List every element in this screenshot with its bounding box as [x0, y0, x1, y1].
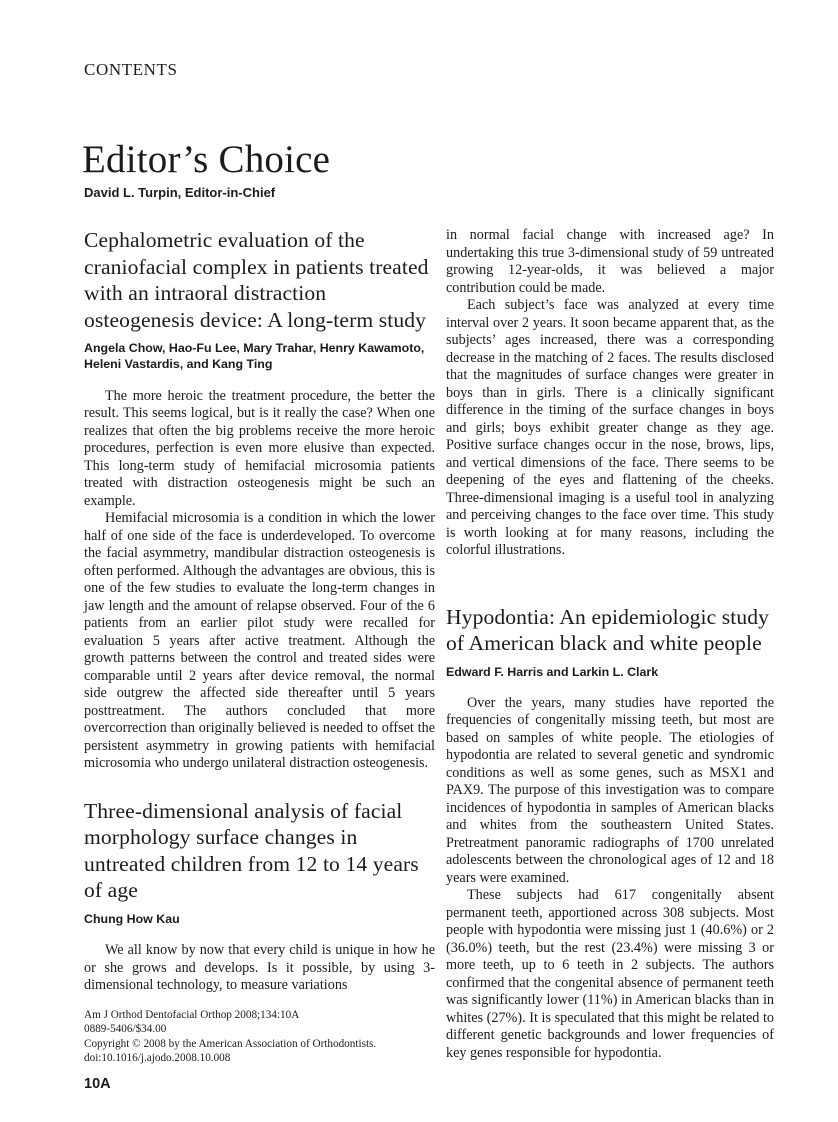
footnote-copyright: Copyright © 2008 by the American Association of Orthodontists. [84, 1037, 377, 1050]
footnote-citation: Am J Orthod Dentofacial Orthop 2008;134:10A [84, 1008, 300, 1021]
footnote-doi: doi:10.1016/j.ajodo.2008.10.008 [84, 1051, 231, 1064]
article-title-3: Hypodontia: An epidemiologic study of American black and white people [446, 604, 770, 655]
two-column-layout [84, 227, 774, 1092]
contents-label: CONTENTS [84, 60, 178, 79]
article-title-2: Three-dimensional analysis of facial morphology surface changes in untreated children from 12 to 14 years of age [84, 798, 419, 903]
article-authors-1: Angela Chow, Hao-Fu Lee, Mary Trahar, Henry Kawamoto, Heleni Vastardis, and Kang Ting [84, 341, 425, 372]
left-column [84, 227, 435, 1092]
footnote-issn-price: 0889-5406/$34.00 [84, 1023, 167, 1036]
article-1-paragraph-1: The more heroic the treatment procedure, the better the result. This seems logical, but is it really the case? When one realizes that often the big problems receive the more heroic procedures, perfection is even more elusive than expected. This long-term study of hemifacial microsomia patients treated with distraction osteogenesis might be such an example. [84, 387, 435, 509]
editor-byline: David L. Turpin, Editor-in-Chief [84, 185, 276, 200]
article-2-paragraph-1-left: We all know by now that every child is unique in how he or she grows and develops. Is it possible, by using 3-dimensional technology, to measure variations [84, 942, 435, 994]
article-1-paragraph-2: Hemifacial microsomia is a condition in which the lower half of one side of the face is underdeveloped. To overcome the facial asymmetry, mandibular distraction osteogenesis is often performed. Although the advantages are obvious, this is one of the few studies to evaluate the long-term changes in jaw length and the amount of relapse observed. Four of the 6 patients from an earlier pilot study were recalled for evaluation 5 years after active treatment. Although the growth patterns between the control and treated sides were comparable until 2 years after device removal, the normal side outgrew the affected side thereafter until 5 years posttreatment. The authors concluded that more overcorrection than originally believed is needed to offset the persistent asymmetry in growing patients with hemifacial microsomia who undergo unilateral distraction osteogenesis. [84, 510, 435, 772]
article-authors-2: Chung How Kau [84, 911, 180, 926]
article-title-1: Cephalometric evaluation of the craniofacial complex in patients treated with an intraoral distraction osteogenesis device: A long-term study [84, 228, 429, 332]
page-number: 10A [84, 1076, 111, 1093]
article-authors-3: Edward F. Harris and Larkin L. Clark [446, 664, 659, 679]
right-column [446, 227, 774, 1092]
page-title: Editor’s Choice [82, 138, 331, 182]
article-3-paragraph-2: These subjects had 617 congenitally absent permanent teeth, apportioned across 308 subjects. Most people with hypodontia were missing just 1 (40.6%) or 2 (36.0%) teeth, but the rest (23.4%) were missing 3 or more teeth, up to 6 teeth in 2 subjects. The authors confirmed that the congenital absence of permanent teeth was significantly lower (11%) in American blacks than in whites (27%). It is speculated that this might be related to different genetic backgrounds and lower frequencies of key genes responsible for hypodontia. [446, 887, 774, 1061]
journal-footnote [84, 1008, 435, 1066]
article-2-paragraph-2: Each subject’s face was analyzed at every time interval over 2 years. It soon became apparent that, as the subjects’ ages increased, there was a corresponding decrease in the matching of 2 faces. The results disclosed that the magnitudes of surface changes were greater in boys than in girls. There is a clinically significant difference in the timing of the surface changes in boys and girls; boys exhibit greater change as they age. Positive surface changes occur in the nose, brows, lips, and vertical dimensions of the face. There seems to be deepening of the eyes and flattening of the cheeks. Three-dimensional imaging is a useful tool in analyzing and perceiving changes to the face over time. This study is worth looking at for many reasons, including the colorful illustrations. [446, 297, 774, 558]
article-3-paragraph-1: Over the years, many studies have reported the frequencies of congenitally missing teeth, but most are based on samples of white people. The etiologies of hypodontia are related to several genetic and syndromic conditions as well as some genes, such as MSX1 and PAX9. The purpose of this investigation was to compare incidences of hypodontia in samples of American blacks and whites from the southeastern United States. Pretreatment panoramic radiographs of 1700 unrelated adolescents between the chronological ages of 12 and 18 years were examined. [446, 694, 774, 886]
article-2-paragraph-1-right: in normal facial change with increased age? In undertaking this true 3-dimensional study of 59 untreated growing 12-year-olds, it was believed a major contribution could be made. [446, 227, 774, 296]
